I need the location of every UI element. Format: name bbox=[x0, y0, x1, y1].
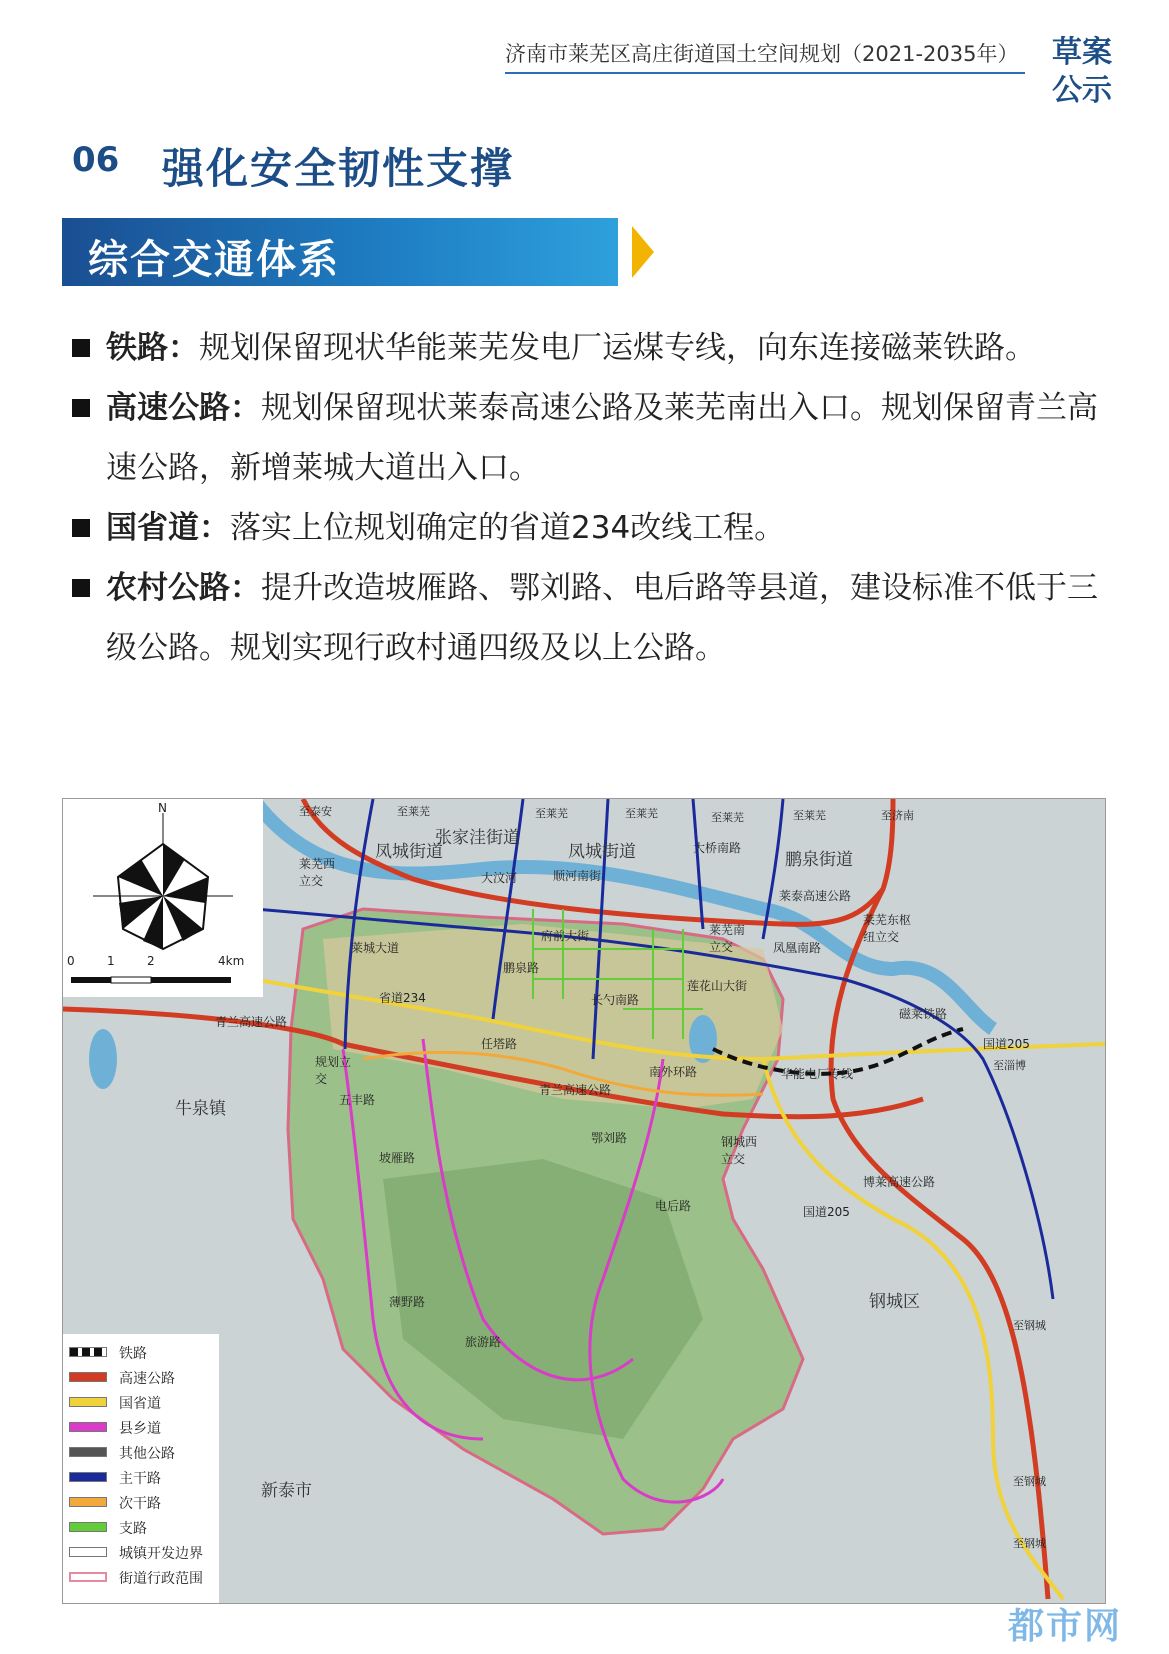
chapter-title: 强化安全韧性支撑 bbox=[162, 144, 515, 193]
legend-swatch bbox=[69, 1572, 107, 1582]
dir-laiwu-2: 至莱芜 bbox=[535, 807, 568, 820]
chapter-number: 06 bbox=[72, 140, 120, 180]
dir-zibo: 至淄博 bbox=[993, 1059, 1026, 1072]
legend-item bbox=[69, 1367, 219, 1389]
label-bolai-expressway: 博莱高速公路 bbox=[863, 1175, 936, 1189]
legend-label: 国省道 bbox=[119, 1396, 161, 1412]
legend-swatch bbox=[69, 1422, 107, 1432]
legend-item bbox=[69, 1417, 219, 1439]
dir-gangcheng-1: 至钢城 bbox=[1013, 1319, 1046, 1332]
scale-2: 2 bbox=[147, 954, 155, 968]
legend-label: 支路 bbox=[119, 1521, 147, 1537]
label-laitai-expressway: 莱泰高速公路 bbox=[779, 889, 852, 903]
legend-item bbox=[69, 1567, 219, 1589]
legend-swatch bbox=[69, 1547, 107, 1557]
legend-item bbox=[69, 1517, 219, 1539]
site-watermark: 都市网 bbox=[1008, 1606, 1123, 1647]
label-lianhua: 莲花山大街 bbox=[687, 979, 748, 993]
north-label: N bbox=[158, 801, 167, 815]
label-fengcheng: 凤城街道 bbox=[568, 842, 636, 862]
label-dianhou: 电后路 bbox=[655, 1199, 692, 1213]
header-divider bbox=[505, 72, 1025, 74]
bullet-label: 高速公路： bbox=[106, 390, 261, 426]
legend-label: 高速公路 bbox=[119, 1371, 175, 1387]
label-laicheng-avenue: 莱城大道 bbox=[351, 941, 400, 955]
bullet-rural-road bbox=[70, 558, 1110, 678]
section-title: 综合交通体系 bbox=[88, 237, 340, 283]
label-wufeng: 五丰路 bbox=[339, 1093, 376, 1107]
label-gangcheng: 钢城区 bbox=[869, 1292, 920, 1312]
bullet-label: 国省道： bbox=[106, 510, 230, 546]
label-ehou: 鄂刘路 bbox=[591, 1131, 628, 1145]
legend-label: 次干路 bbox=[119, 1496, 161, 1512]
label-shunhe-south: 顺河南街 bbox=[553, 869, 602, 883]
legend-swatch bbox=[69, 1347, 107, 1357]
legend-label: 主干路 bbox=[119, 1471, 161, 1487]
bullet-label: 农村公路： bbox=[106, 570, 261, 606]
document-title: 济南市莱芜区高庄街道国土空间规划（2021-2035年） bbox=[505, 42, 1019, 66]
label-huaneng-railway: 华能电厂专线 bbox=[781, 1067, 854, 1081]
label-poyan: 坡雁路 bbox=[379, 1151, 416, 1165]
legend-swatch bbox=[69, 1522, 107, 1532]
label-fengcheng-west: 凤城街道 bbox=[375, 842, 443, 862]
dir-laiwu-4: 至莱芜 bbox=[711, 811, 744, 824]
bullet-list bbox=[70, 318, 1110, 678]
map-legend bbox=[63, 1334, 219, 1603]
scale-1: 1 bbox=[107, 954, 115, 968]
bullet-label: 铁路： bbox=[106, 330, 199, 366]
dir-gangcheng-2: 至钢城 bbox=[1013, 1475, 1046, 1488]
label-pengquan-road: 鹏泉路 bbox=[503, 961, 540, 975]
scale-4km: 4km bbox=[218, 954, 245, 968]
label-zhangjiawa: 张家洼街道 bbox=[435, 828, 520, 848]
bullet-national-provincial-road bbox=[70, 498, 1110, 558]
legend-label: 街道行政范围 bbox=[119, 1571, 203, 1587]
draft-badge-line2: 公示 bbox=[1052, 73, 1112, 108]
label-laiwu-south-interchange: 莱芜南立交 bbox=[709, 923, 746, 954]
bullet-railway bbox=[70, 318, 1110, 378]
label-xintai: 新泰市 bbox=[261, 1481, 312, 1501]
label-qinglan-2: 青兰高速公路 bbox=[539, 1083, 612, 1097]
section-banner bbox=[62, 218, 618, 286]
label-changshao: 长勺南路 bbox=[591, 993, 640, 1007]
dir-laiwu-1: 至莱芜 bbox=[397, 805, 430, 818]
label-laiwu-east-interchange: 莱芜东枢纽立交 bbox=[863, 913, 912, 944]
legend-label: 县乡道 bbox=[119, 1421, 161, 1437]
label-gangcheng-west-interchange: 钢城西立交 bbox=[721, 1135, 758, 1166]
legend-item bbox=[69, 1467, 219, 1489]
legend-item bbox=[69, 1442, 219, 1464]
label-dawen-river: 大汶河 bbox=[481, 871, 518, 885]
label-fuqian: 府前大街 bbox=[541, 929, 590, 943]
label-planned-interchange: 规划立交 bbox=[315, 1055, 352, 1086]
label-g205: 国道205 bbox=[803, 1205, 850, 1219]
compass-and-scale bbox=[63, 799, 263, 997]
label-renta: 任塔路 bbox=[481, 1037, 518, 1051]
bullet-square-icon bbox=[72, 339, 90, 357]
dir-jinan: 至济南 bbox=[881, 809, 914, 822]
bullet-square-icon bbox=[72, 399, 90, 417]
bullet-text: 提升改造坡雁路、鄂刘路、电后路等县道，建设标准不低于三级公路。规划实现行政村通四级及以上公路。 bbox=[106, 570, 1098, 666]
dir-taian: 至泰安 bbox=[299, 805, 332, 818]
dir-laiwu-5: 至莱芜 bbox=[793, 809, 826, 822]
legend-item bbox=[69, 1542, 219, 1564]
bullet-text: 规划保留现状华能莱芜发电厂运煤专线，向东连接磁莱铁路。 bbox=[199, 330, 1036, 366]
legend-swatch bbox=[69, 1397, 107, 1407]
bullet-square-icon bbox=[72, 579, 90, 597]
bullet-square-icon bbox=[72, 519, 90, 537]
legend-swatch bbox=[69, 1472, 107, 1482]
scale-0: 0 bbox=[67, 954, 75, 968]
legend-swatch bbox=[69, 1372, 107, 1382]
bullet-text: 落实上位规划确定的省道234改线工程。 bbox=[230, 510, 786, 546]
label-pengquan: 鹏泉街道 bbox=[785, 850, 853, 870]
legend-label: 城镇开发边界 bbox=[119, 1546, 203, 1562]
label-fenghuang: 凤凰南路 bbox=[773, 941, 822, 955]
legend-swatch bbox=[69, 1497, 107, 1507]
label-nanwaihuan: 南外环路 bbox=[649, 1065, 698, 1079]
bullet-expressway bbox=[70, 378, 1110, 498]
draft-badge-line1: 草案 bbox=[1052, 35, 1112, 70]
dir-gangcheng-3: 至钢城 bbox=[1013, 1537, 1046, 1550]
label-cilai-railway: 磁莱铁路 bbox=[899, 1007, 948, 1021]
draft-badge bbox=[1042, 34, 1112, 110]
label-lvyou: 旅游路 bbox=[465, 1335, 502, 1349]
bullet-text: 规划保留现状莱泰高速公路及莱芜南出入口。规划保留青兰高速公路，新增莱城大道出入口。 bbox=[106, 390, 1098, 486]
label-s234: 省道234 bbox=[379, 991, 426, 1005]
label-g205-east: 国道205 bbox=[983, 1037, 1030, 1051]
label-qinglan: 青兰高速公路 bbox=[215, 1015, 288, 1029]
label-niuquan: 牛泉镇 bbox=[175, 1099, 226, 1119]
label-daqiao: 大桥南路 bbox=[693, 841, 742, 855]
legend-label: 铁路 bbox=[119, 1346, 147, 1362]
legend-item bbox=[69, 1492, 219, 1514]
legend-label: 其他公路 bbox=[119, 1446, 175, 1462]
banner-arrow-icon bbox=[632, 226, 654, 278]
legend-item bbox=[69, 1342, 219, 1364]
transport-map bbox=[62, 798, 1106, 1604]
reservoir-west bbox=[89, 1029, 117, 1089]
label-laiwu-west-interchange: 莱芜西立交 bbox=[299, 857, 336, 888]
label-boye: 薄野路 bbox=[389, 1295, 426, 1309]
dir-laiwu-3: 至莱芜 bbox=[625, 807, 658, 820]
legend-item bbox=[69, 1392, 219, 1414]
legend-swatch bbox=[69, 1447, 107, 1457]
